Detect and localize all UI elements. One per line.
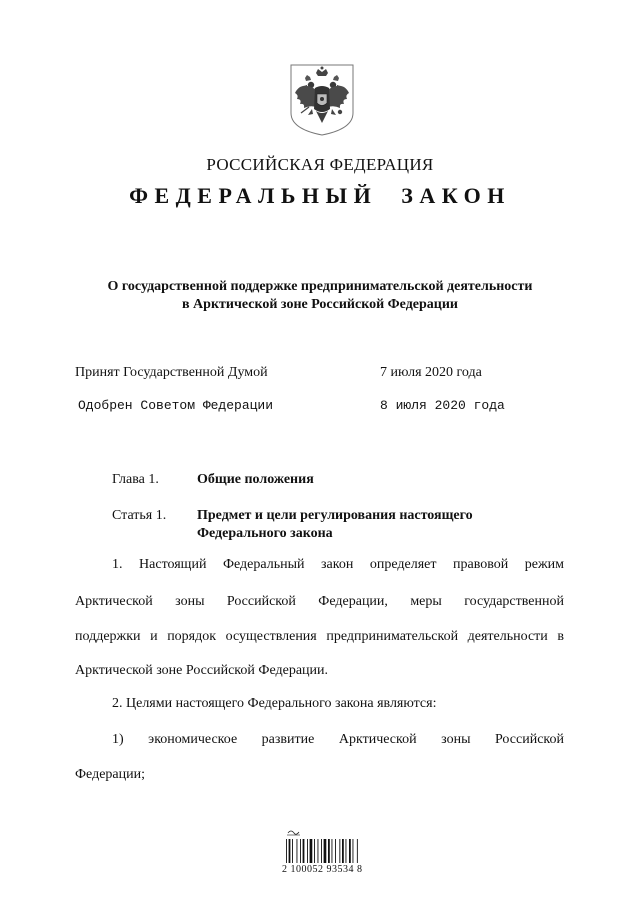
paragraph-line: 1) экономическое развитие Арктической зоны Российской (112, 732, 564, 747)
council-approval-date: 8 июля 2020 года (380, 398, 505, 413)
state-emblem-icon (289, 63, 355, 137)
chapter-number: Глава 1. (112, 472, 159, 487)
council-approval-label: Одобрен Советом Федерации (78, 398, 274, 413)
law-title (0, 278, 640, 314)
paragraph-line: поддержки и порядок осуществления предпринимательской деятельности в (75, 629, 564, 644)
article-title-line: Предмет и цели регулирования настоящего (197, 508, 473, 523)
article-title-line: Федерального закона (197, 526, 333, 541)
paragraph-line: Арктической зоне Российской Федерации. (75, 663, 329, 678)
chapter-title: Общие положения (197, 472, 314, 487)
duma-adoption-date: 7 июля 2020 года (380, 365, 482, 380)
paragraph-line: Федерации; (75, 767, 146, 782)
duma-adoption-label: Принят Государственной Думой (75, 365, 268, 380)
council-approval-row (78, 398, 578, 418)
paragraph-line: 1. Настоящий Федеральный закон определяет правовой режим (112, 557, 564, 572)
duma-adoption-row (75, 365, 575, 385)
paragraph-line: Арктической зоны Российской Федерации, меры государственной (75, 594, 564, 609)
paragraph-line: 2. Целями настоящего Федерального закона являются: (112, 696, 437, 711)
country-name: РОССИЙСКАЯ ФЕДЕРАЦИЯ (206, 155, 434, 174)
article-number: Статья 1. (112, 508, 167, 523)
barcode-mark-icon (287, 831, 300, 835)
document-type: ФЕДЕРАЛЬНЫЙ ЗАКОН (129, 183, 511, 208)
barcode-bars (286, 839, 358, 863)
law-title-line: в Арктической зоне Российской Федерации (182, 297, 458, 312)
barcode-number: 2 100052 93534 8 (282, 864, 363, 875)
law-title-line: О государственной поддержке предпринимательской деятельности (107, 279, 533, 294)
